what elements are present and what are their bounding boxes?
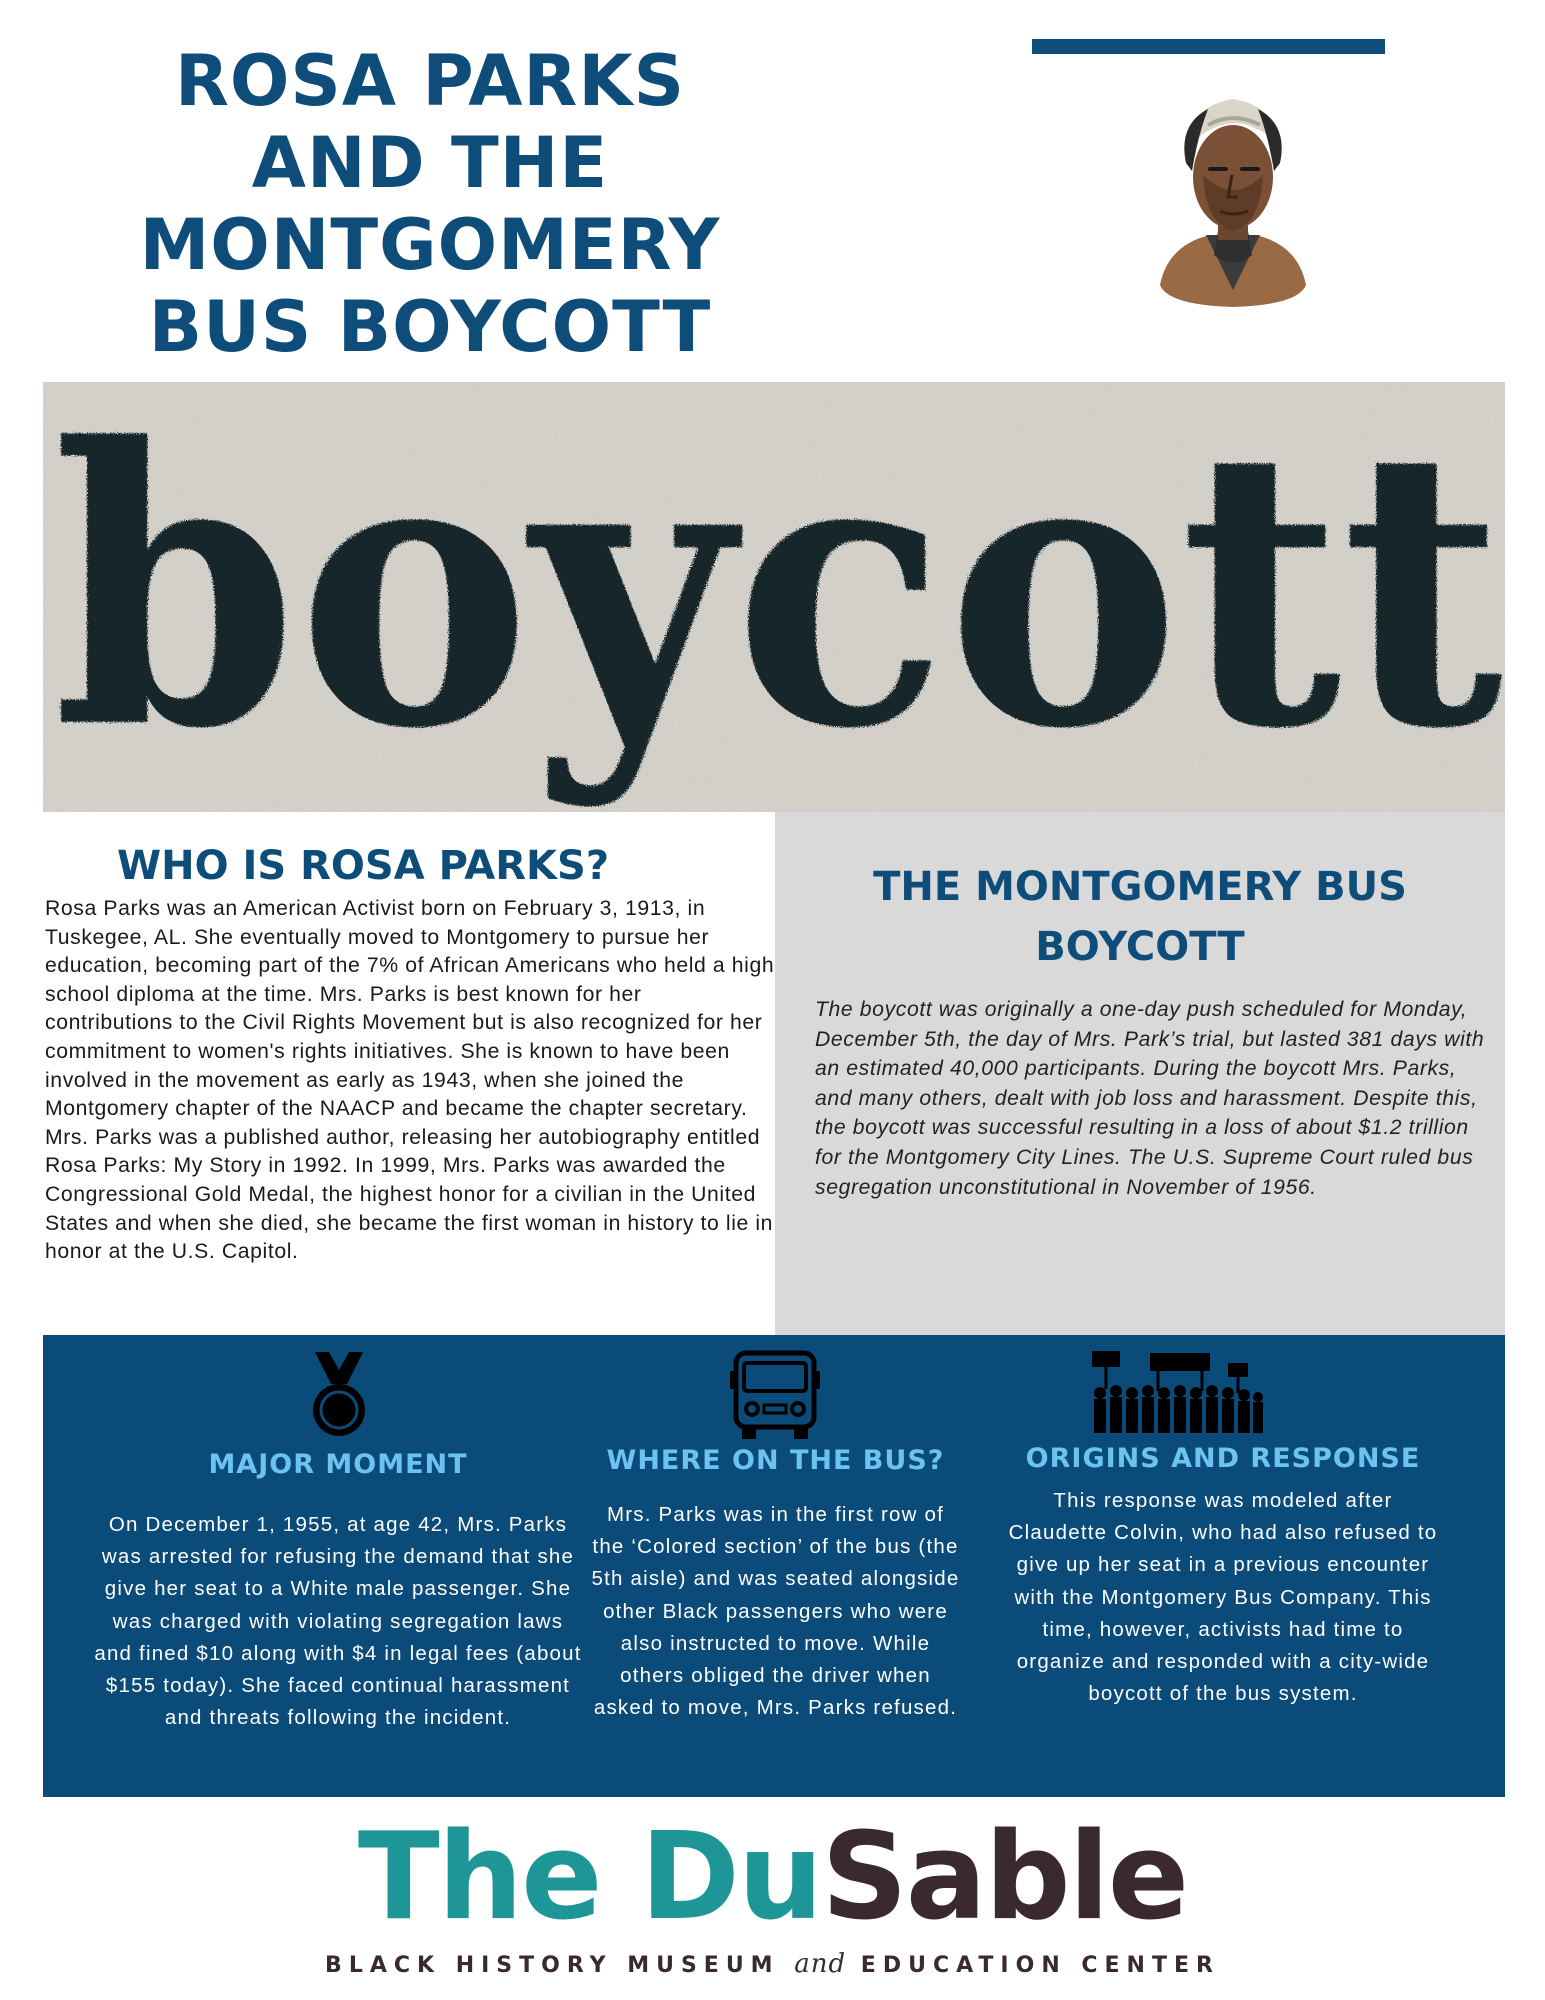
feature-body: This response was modeled after Claudette Colvin, who had also refused to give up her seat in a previous encounter with the Montgomery Bus Company. This time, however, activists had time to organize and responded with a city-wide boycott of the bus system. — [1008, 1489, 1438, 1706]
features-band — [43, 1335, 1505, 1797]
who-is-rosa-parks-section — [43, 812, 775, 1335]
rosa-parks-portrait — [1148, 85, 1318, 310]
banner-word: boycott — [53, 382, 1505, 812]
top-rule-divider — [1032, 39, 1385, 54]
boycott-heading: THE MONTGOMERY BUS BOYCOTT — [873, 864, 1407, 970]
page-title: ROSA PARKS AND THE MONTGOMERY BUS BOYCOTT — [139, 40, 721, 368]
tagline-part-2: EDUCATION CENTER — [846, 1953, 1220, 1978]
tagline-and: and — [794, 1949, 847, 1979]
logo-part-the-du: The Du — [357, 1808, 822, 1947]
medal-icon — [311, 1350, 367, 1445]
boycott-body: The boycott was originally a one-day push scheduled for Monday, December 5th, the day of Mrs. Park’s trial, but lasted 381 days with an estimated 40,000 participants. During the boycott Mrs. Parks, and many others, dealt with job loss and harassment. Despite this, the boycott was successful resulting in a loss of about $1.2 trillion for the Montgomery City Lines. The U.S. Supreme Court ruled bus segregation unconstitutional in November of 1956. — [815, 998, 1485, 1199]
who-heading: WHO IS ROSA PARKS? — [116, 843, 610, 889]
feature-title: ORIGINS AND RESPONSE — [1025, 1443, 1421, 1474]
logo-part-sable: Sable — [821, 1808, 1188, 1947]
tagline-part-1: BLACK HISTORY MUSEUM — [325, 1953, 795, 1978]
feature-body: Mrs. Parks was in the first row of the ‘Colored section’ of the bus (the 5th aisle) and was seated alongside other Black passengers who were also instructed to move. While others obliged the driver when asked to move, Mrs. Parks refused. — [591, 1503, 960, 1720]
feature-title: WHERE ON THE BUS? — [606, 1445, 945, 1476]
bus-icon — [730, 1349, 820, 1446]
bus-boycott-section — [775, 812, 1505, 1335]
dusable-logo — [0, 1808, 1545, 1948]
feature-body: On December 1, 1955, at age 42, Mrs. Parks was arrested for refusing the demand that she give her seat to a White male passenger. She was charged with violating segregation laws and fined $10 along with $4 in legal fees (about $155 today). She faced continual harassment and threats following the incident. — [94, 1513, 582, 1730]
protest-crowd-icon — [1088, 1347, 1268, 1440]
feature-title: MAJOR MOMENT — [208, 1449, 468, 1480]
boycott-banner-image — [43, 382, 1505, 812]
who-body: Rosa Parks was an American Activist born on February 3, 1913, in Tuskegee, AL. She eventually moved to Montgomery to pursue her education, becoming part of the 7% of African Americans who held a high school diploma at the time. Mrs. Parks is best known for her contributions to the Civil Rights Movement but is also recognized for her commitment to women's rights initiatives. She is known to have been involved in the movement as early as 1943, when she joined the Montgomery chapter of the NAACP and became the chapter secretary. Mrs. Parks was a published author, releasing her autobiography entitled Rosa Parks: My Story in 1992. In 1999, Mrs. Parks was awarded the Congressional Gold Medal, the highest honor for a civilian in the United States and when she died, she became the first woman in history to lie in honor at the U.S. Capitol. — [45, 897, 775, 1264]
museum-tagline — [0, 1949, 1545, 1979]
